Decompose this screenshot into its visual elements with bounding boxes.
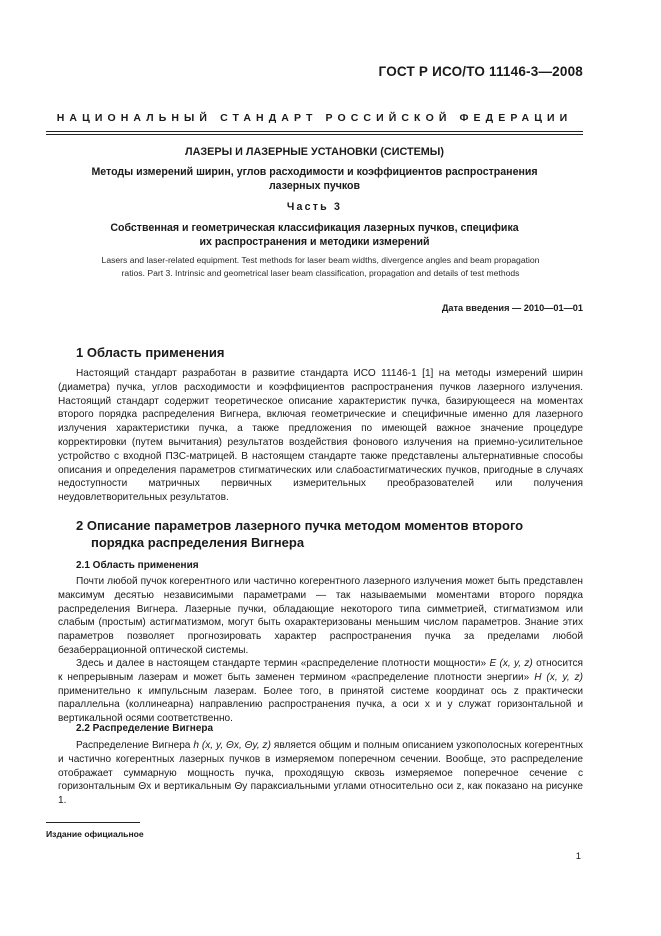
footer-rule <box>46 822 140 823</box>
page-number: 1 <box>575 851 581 862</box>
section-2-2-heading: 2.2 Распределение Вигнера <box>76 723 214 734</box>
header-rule-top <box>46 131 583 132</box>
introduction-date: Дата введения — 2010—01—01 <box>441 303 583 313</box>
national-standard-banner: НАЦИОНАЛЬНЫЙ СТАНДАРТ РОССИЙСКОЙ ФЕДЕРАЦИИ <box>56 112 573 124</box>
subtitle-line-2: лазерных пучков <box>268 179 361 192</box>
section-2-2-paragraph <box>58 739 583 808</box>
formula-energy-density: H (x, y, z) <box>534 671 583 683</box>
header-rule-bottom <box>46 134 583 135</box>
english-title-line-2: ratios. Part 3. Intrinsic and geometrical laser beam classification, propagation and details of test methods <box>121 267 520 278</box>
part-title-line-1: Собственная и геометрическая классификация лазерных пучков, специфика <box>110 222 519 234</box>
section-2-heading-line-1: 2 Описание параметров лазерного пучка методом моментов второго <box>76 518 524 533</box>
formula-wigner-distribution: h (x, y, Θx, Θy, z) <box>193 740 271 751</box>
section-2-1-heading: 2.1 Область применения <box>76 560 199 571</box>
section-2-heading-line-2: порядка распределения Вигнера <box>91 535 305 550</box>
english-title-line-1: Lasers and laser-related equipment. Test methods for laser beam widths, divergence angles and beam propagation <box>101 255 540 265</box>
part-title <box>46 222 583 249</box>
section-1-heading: 1 Область применения <box>76 345 225 360</box>
english-title <box>58 254 583 279</box>
document-subtitle <box>46 166 583 193</box>
part-label: Часть 3 <box>286 201 343 213</box>
standard-number: ГОСТ Р ИСО/ТО 11146-3—2008 <box>378 64 583 79</box>
document-title: ЛАЗЕРЫ И ЛАЗЕРНЫЕ УСТАНОВКИ (СИСТЕМЫ) <box>185 146 444 158</box>
subtitle-line-1: Методы измерений ширин, углов расходимости и коэффициентов распространения <box>91 166 538 178</box>
paragraph-text: Распределение Вигнера <box>76 740 194 751</box>
formula-power-density: E (x, y, z) <box>489 658 533 669</box>
section-2-1-paragraph-2 <box>58 657 583 726</box>
paragraph-text: Здесь и далее в настоящем стандарте термин «распределение плотности мощности» <box>76 658 490 669</box>
part-title-line-2: их распространения и методики измерений <box>199 235 430 248</box>
paragraph-text: относится к непрерывным лазерам и может быть заменен термином «распределение плотности энергии» <box>58 658 583 683</box>
section-2-heading <box>76 517 583 551</box>
official-edition-label: Издание официальное <box>46 829 144 839</box>
section-2-1-paragraph-1: Почти любой пучок когерентного или частично когерентного лазерного излучения может быть представлен максимум десятью независимыми параметрами — так называемыми моментами второго порядка распределения Вигнера. Лазерные пучки, обладающие некоторого типа симметрией, стигматизмом или слабым (простым) астигматизмом, могут быть охарактеризованы меньшим числом параметров. Знание этих параметров позволяет прогнозировать характер распространения пучка за пределами любой безаберрационной оптической системы. <box>58 576 583 656</box>
paragraph-text: является общим и полным описанием узкополосных когерентных и частично когерентных лазерных пучков в измеряемом поперечном сечении. Вообще, это распределение отображает суммарную мощность пучка, проходящую сквозь измеряемое поперечное сечение с горизонтальным Θx и вертикальным Θy параксиальными углами относительно оси z, как показано на рисунке 1. <box>58 740 583 807</box>
paragraph-text: применительно к импульсным лазерам. Более того, в принятой системе координат ось z практически параллельна (коллинеарна) направлению распространения пучка, а оси x и y служат горизонтальной и вертикальной осями соответственно. <box>58 685 583 725</box>
section-1-paragraph: Настоящий стандарт разработан в развитие стандарта ИСО 11146-1 [1] на методы измерений ширин (диаметра) пучка, углов расходимости и коэффициентов распространения пучков лазерного излучения. Настоящий стандарт содержит теоретическое описание характеристик пучка, базирующееся на моментах второго порядка распределения Вигнера, включая геометрические и специфичные именно для лазерного излучения характеристики пучка, а также предложения по имеющей важное значение процедуре корректировки (путем вычитания) результатов воздействия фонового излучения на приемно-усилительное устройство с входной ПЗС-матрицей. В настоящем стандарте также представлены альтернативные способы описания и определения параметров стигматических или слабоастигматических пучков, пригодные в случаях недоступности матричных первичных измерительных преобразователей или получения неудовлетворительных результатов. <box>58 368 583 504</box>
